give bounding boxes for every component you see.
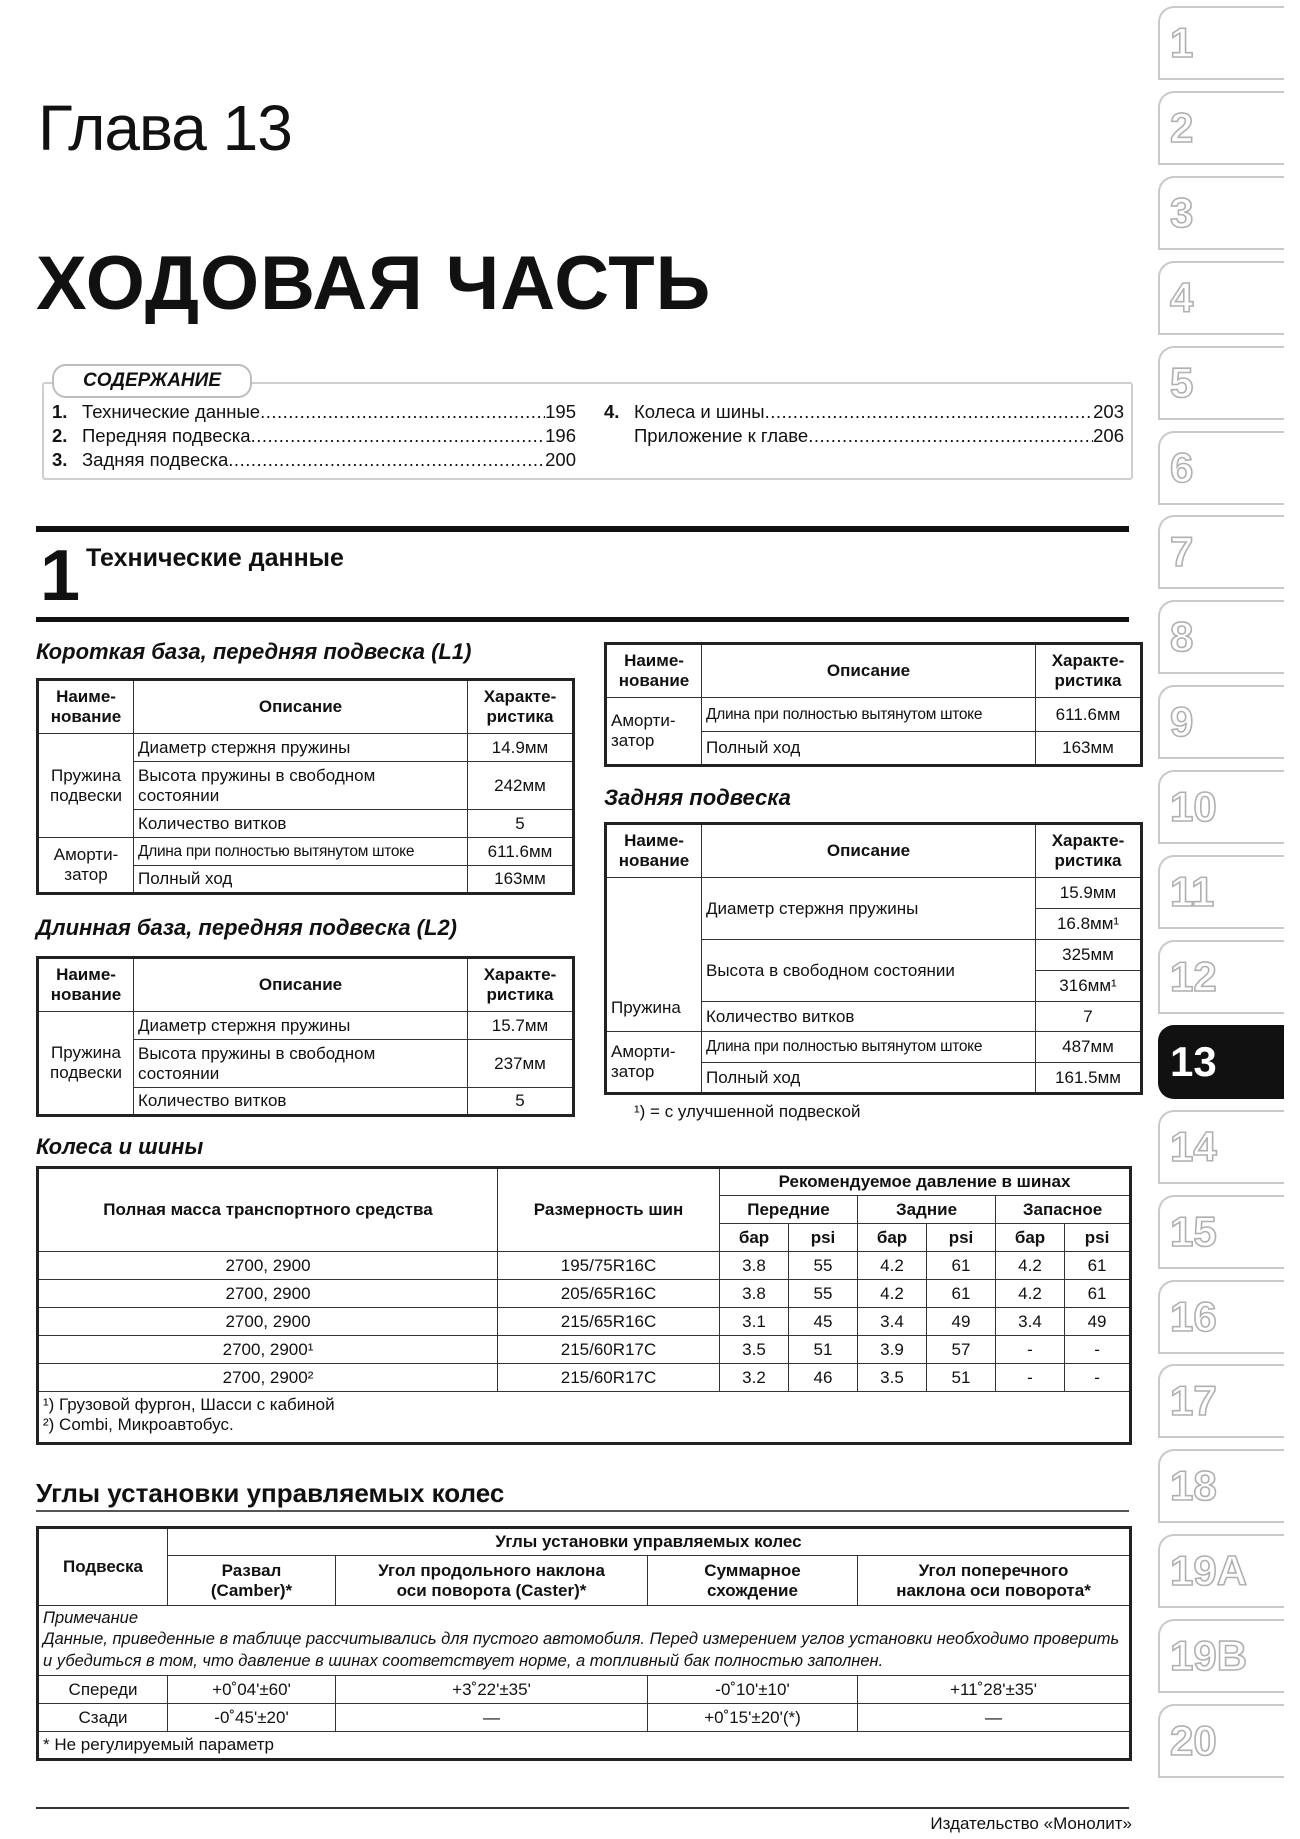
contents-item-num: 2.: [52, 425, 68, 446]
chapter-tab-label: 4: [1170, 273, 1194, 321]
chapter-label: Глава 13: [38, 92, 292, 164]
header-mass: Полная масса транспортного средства: [38, 1168, 498, 1252]
contents-item[interactable]: [52, 424, 576, 448]
value-cell: 3.9: [858, 1336, 927, 1364]
mass-cell: 2700, 2900¹: [38, 1336, 498, 1364]
chapter-tab-8[interactable]: [1158, 600, 1284, 674]
angles-note-text: Данные, приведенные в таблице рассчитывались для пустого автомобиля. Перед измерением углов установки необходимо проверить и убедиться в том, что давление в шинах соответствует норме, а топливный бак полностью заполнен.: [43, 1630, 1120, 1670]
value-cell: 4.2: [996, 1252, 1065, 1280]
value-cell: 163мм: [1036, 732, 1142, 766]
table-header-row: [38, 1528, 1131, 1556]
contents-item-num: [604, 424, 634, 448]
section-title: Технические данные: [86, 544, 344, 572]
angles-footnote: * Не регулируемый параметр: [38, 1732, 1131, 1760]
header-char: [1036, 644, 1142, 698]
wheels-table: [36, 1166, 1132, 1445]
header-bar: бар: [996, 1224, 1065, 1252]
contents-item-num: 3.: [52, 449, 68, 470]
header-suspension: Подвеска: [38, 1528, 168, 1606]
group-cell: Пружина: [606, 878, 702, 1032]
table-header-row: [606, 824, 1142, 878]
chapter-tab-label: 20: [1170, 1717, 1217, 1764]
contents-item[interactable]: [52, 448, 576, 472]
header-char: [468, 680, 574, 734]
table-header-row: [38, 958, 574, 1012]
value-cell: 3.8: [720, 1252, 789, 1280]
header-front: Передние: [720, 1196, 858, 1224]
table-header-row: [38, 1556, 1131, 1606]
table-row: [38, 1676, 1131, 1704]
desc-cell: Полный ход: [134, 866, 468, 894]
group-cell: Пружина подвески: [38, 1012, 134, 1116]
header-char-text: Характе- ристика: [483, 965, 557, 1004]
value-cell: 325мм: [1036, 940, 1142, 971]
chapter-tab-15[interactable]: [1158, 1195, 1284, 1269]
value-cell: 49: [1065, 1308, 1131, 1336]
wheels-title: Колеса и шины: [36, 1134, 204, 1159]
angles-note-title: Примечание: [43, 1609, 139, 1627]
value-cell: 4.2: [996, 1280, 1065, 1308]
desc-cell: Диаметр стержня пружины: [134, 734, 468, 762]
short-front-table: [36, 678, 575, 895]
table-row: [38, 1364, 1131, 1392]
header-desc: Описание: [134, 958, 468, 1012]
contents-item-page: 195: [545, 401, 576, 422]
contents-item[interactable]: [604, 424, 1124, 448]
table-row: [38, 838, 574, 866]
chapter-tab-14[interactable]: [1158, 1110, 1284, 1184]
desc-cell: Высота пружины в свободном состоянии: [134, 1040, 468, 1088]
value-cell: 5: [468, 1088, 574, 1116]
mass-cell: 2700, 2900: [38, 1252, 498, 1280]
note-cell: [38, 1392, 1131, 1444]
chapter-tab-label: 16: [1170, 1292, 1217, 1340]
header-desc: Описание: [134, 680, 468, 734]
header-name: [606, 824, 702, 878]
header-psi: psi: [927, 1224, 996, 1252]
value-cell: 45: [789, 1308, 858, 1336]
header-desc: Описание: [702, 824, 1036, 878]
contents-column-right: [604, 400, 1124, 448]
long-front-table: [36, 956, 575, 1117]
header-name: [606, 644, 702, 698]
table-note-row: [38, 1606, 1131, 1676]
angles-title: Углы установки управляемых колес: [36, 1478, 505, 1508]
value-cell: 4.2: [858, 1252, 927, 1280]
chapter-tab-label: 3: [1170, 188, 1194, 236]
header-name-text: Наиме- нование: [50, 687, 122, 726]
value-cell: 163мм: [468, 866, 574, 894]
chapter-tab-17[interactable]: [1158, 1364, 1284, 1438]
value-cell: 237мм: [468, 1040, 574, 1088]
chapter-tab-19b[interactable]: [1158, 1619, 1284, 1693]
table-row: [606, 698, 1142, 732]
toe-cell: +0˚15'±20'(*): [648, 1704, 858, 1732]
value-cell: -: [1065, 1336, 1131, 1364]
chapter-tab-2[interactable]: [1158, 91, 1284, 165]
chapter-tab-label: 19B: [1170, 1632, 1248, 1680]
desc-cell: Длина при полностью вытянутом штоке: [134, 838, 468, 866]
value-cell: -: [996, 1364, 1065, 1392]
desc-cell: Длина при полностью вытянутом штоке: [702, 1032, 1036, 1063]
value-cell: 61: [927, 1280, 996, 1308]
contents-column-left: [52, 400, 576, 472]
contents-item-num: 4.: [604, 401, 620, 422]
header-desc: Описание: [702, 644, 1036, 698]
header-char: [1036, 824, 1142, 878]
value-cell: 3.2: [720, 1364, 789, 1392]
header-angles: Углы установки управляемых колес: [168, 1528, 1131, 1556]
value-cell: 3.8: [720, 1280, 789, 1308]
header-char-text: Характе- ристика: [483, 687, 557, 726]
size-cell: 215/60R17C: [498, 1364, 720, 1392]
group-cell: Пружина подвески: [38, 734, 134, 838]
size-cell: 195/75R16C: [498, 1252, 720, 1280]
contents-item[interactable]: [604, 400, 1124, 424]
chapter-tab-label: 15: [1170, 1207, 1217, 1255]
chapter-tab-label: 8: [1170, 613, 1194, 661]
chapter-tab-13[interactable]: [1158, 1025, 1284, 1099]
value-cell: 4.2: [858, 1280, 927, 1308]
header-name-text: Наиме- нование: [618, 831, 690, 870]
value-cell: 7: [1036, 1002, 1142, 1032]
value-cell: 55: [789, 1252, 858, 1280]
table-row: [38, 1704, 1131, 1732]
value-cell: -: [996, 1336, 1065, 1364]
caster-cell: +3˚22'±35': [336, 1676, 648, 1704]
table-header-row: [38, 680, 574, 734]
contents-label: СОДЕРЖАНИЕ: [52, 364, 252, 398]
value-cell: 15.7мм: [468, 1012, 574, 1040]
header-size: Размерность шин: [498, 1168, 720, 1252]
value-cell: 57: [927, 1336, 996, 1364]
short-front-title: Короткая база, передняя подвеска (L1): [36, 639, 472, 664]
table-note-row: [38, 1732, 1131, 1760]
desc-cell: Диаметр стержня пружины: [702, 878, 1036, 940]
chapter-tab-19a[interactable]: [1158, 1534, 1284, 1608]
desc-cell: Длина при полностью вытянутом штоке: [702, 698, 1036, 732]
long-shock-table: [604, 642, 1143, 767]
value-cell: 61: [1065, 1252, 1131, 1280]
chapter-tab-18[interactable]: [1158, 1449, 1284, 1523]
header-name-text: Наиме- нование: [618, 651, 690, 690]
section-number: 1: [40, 536, 81, 616]
contents-item-num: 1.: [52, 401, 68, 422]
table-header-row: [606, 644, 1142, 698]
header-spare: Запасное: [996, 1196, 1131, 1224]
chapter-tab-7[interactable]: [1158, 515, 1284, 589]
value-cell: 161.5мм: [1036, 1063, 1142, 1094]
value-cell: 51: [789, 1336, 858, 1364]
header-kpi: Угол поперечного наклона оси поворота*: [858, 1556, 1131, 1606]
value-cell: 611.6мм: [468, 838, 574, 866]
section-rule-bottom: [36, 617, 1129, 622]
footer-rule: [36, 1807, 1129, 1809]
desc-cell: Полный ход: [702, 1063, 1036, 1094]
chapter-tab-label: 9: [1170, 698, 1194, 746]
size-cell: 215/65R16C: [498, 1308, 720, 1336]
header-rear: Задние: [858, 1196, 996, 1224]
header-name-text: Наиме- нование: [50, 965, 122, 1004]
contents-item[interactable]: [52, 400, 576, 424]
header-caster: Угол продольного наклона оси поворота (Caster)*: [336, 1556, 648, 1606]
kpi-cell: —: [858, 1704, 1131, 1732]
contents-item-page: 203: [1093, 401, 1124, 422]
contents-item-label: Задняя подвеска: [82, 449, 229, 470]
table-row: [38, 1280, 1131, 1308]
value-cell: 3.4: [996, 1308, 1065, 1336]
header-char-text: Характе- ристика: [1051, 651, 1125, 690]
chapter-tab-9[interactable]: [1158, 685, 1284, 759]
camber-cell: -0˚45'±20': [168, 1704, 336, 1732]
kpi-cell: +11˚28'±35': [858, 1676, 1131, 1704]
table-note-row: [38, 1392, 1131, 1444]
long-front-title: Длинная база, передняя подвеска (L2): [36, 915, 458, 940]
value-cell: 61: [1065, 1280, 1131, 1308]
header-psi: psi: [789, 1224, 858, 1252]
toe-cell: -0˚10'±10': [648, 1676, 858, 1704]
header-psi: psi: [1065, 1224, 1131, 1252]
chapter-tab-label: 11: [1170, 868, 1215, 915]
value-cell: 3.1: [720, 1308, 789, 1336]
header-char-text: Характе- ристика: [1051, 831, 1125, 870]
section-rule-top: [36, 526, 1129, 532]
contents-item-label: Приложение к главе: [634, 425, 809, 446]
suspension-cell: Спереди: [38, 1676, 168, 1704]
desc-cell: Полный ход: [702, 732, 1036, 766]
value-cell: 15.9мм: [1036, 878, 1142, 909]
group-cell: Аморти- затор: [606, 1032, 702, 1094]
mass-cell: 2700, 2900²: [38, 1364, 498, 1392]
mass-cell: 2700, 2900: [38, 1308, 498, 1336]
wheels-note-1: ¹) Грузовой фургон, Шасси с кабиной: [43, 1395, 335, 1414]
value-cell: 49: [927, 1308, 996, 1336]
rear-title: Задняя подвеска: [604, 785, 791, 810]
value-cell: 14.9мм: [468, 734, 574, 762]
angles-table: [36, 1526, 1132, 1761]
contents-item-label: Колеса и шины: [634, 401, 765, 422]
value-cell: 16.8мм¹: [1036, 909, 1142, 940]
table-row: [38, 1308, 1131, 1336]
chapter-tab-label: 6: [1170, 443, 1194, 491]
chapter-tab-label: 5: [1170, 358, 1194, 406]
chapter-tab-11[interactable]: [1158, 855, 1284, 929]
chapter-tab-6[interactable]: [1158, 431, 1284, 505]
table-row: [38, 1336, 1131, 1364]
contents-item-page: 200: [545, 449, 576, 470]
table-header-row: [38, 1168, 1131, 1196]
chapter-tab-16[interactable]: [1158, 1280, 1284, 1354]
value-cell: -: [1065, 1364, 1131, 1392]
value-cell: 487мм: [1036, 1032, 1142, 1063]
chapter-tab-label: 14: [1170, 1122, 1217, 1170]
chapter-tab-label: 7: [1170, 528, 1194, 576]
chapter-tab-label: 17: [1170, 1377, 1217, 1425]
table-row: [38, 734, 574, 762]
header-pressure: Рекомендуемое давление в шинах: [720, 1168, 1131, 1196]
desc-cell: Количество витков: [134, 1088, 468, 1116]
value-cell: 51: [927, 1364, 996, 1392]
group-cell: Аморти- затор: [606, 698, 702, 766]
header-bar: бар: [858, 1224, 927, 1252]
table-row: [606, 878, 1142, 909]
value-cell: 3.5: [858, 1364, 927, 1392]
desc-cell: Количество витков: [702, 1002, 1036, 1032]
desc-cell: Высота пружины в свободном состоянии: [134, 762, 468, 810]
note-cell: [38, 1606, 1131, 1676]
rear-table: [604, 822, 1143, 1095]
chapter-tab-label: 2: [1170, 103, 1194, 151]
header-camber: Развал (Camber)*: [168, 1556, 336, 1606]
header-bar: бар: [720, 1224, 789, 1252]
rear-footnote: ¹) = с улучшенной подвеской: [634, 1102, 861, 1121]
value-cell: 61: [927, 1252, 996, 1280]
group-cell: Аморти- затор: [38, 838, 134, 894]
publisher: Издательство «Монолит»: [930, 1814, 1132, 1833]
value-cell: 242мм: [468, 762, 574, 810]
header-name: [38, 680, 134, 734]
contents-item-label: Передняя подвеска: [82, 425, 251, 446]
chapter-tab-label: 10: [1170, 783, 1217, 831]
value-cell: 3.4: [858, 1308, 927, 1336]
contents-item-label: Технические данные: [82, 401, 261, 422]
header-char: [468, 958, 574, 1012]
chapter-title: ХОДОВАЯ ЧАСТЬ: [36, 241, 712, 326]
mass-cell: 2700, 2900: [38, 1280, 498, 1308]
value-cell: 46: [789, 1364, 858, 1392]
chapter-tab-20[interactable]: [1158, 1704, 1284, 1778]
header-toe: Суммарное схождение: [648, 1556, 858, 1606]
table-row: [38, 1252, 1131, 1280]
desc-cell: Количество витков: [134, 810, 468, 838]
size-cell: 205/65R16C: [498, 1280, 720, 1308]
size-cell: 215/60R17C: [498, 1336, 720, 1364]
chapter-tab-label: 19A: [1170, 1547, 1248, 1595]
contents-item-page: 196: [545, 425, 576, 446]
chapter-tab-4[interactable]: [1158, 261, 1284, 335]
table-row: [606, 1032, 1142, 1063]
camber-cell: +0˚04'±60': [168, 1676, 336, 1704]
value-cell: 316мм¹: [1036, 971, 1142, 1002]
chapter-tab-label: 13: [1170, 1037, 1217, 1085]
chapter-tab-label: 12: [1170, 952, 1217, 1000]
chapter-tab-1[interactable]: [1158, 6, 1284, 80]
value-cell: 5: [468, 810, 574, 838]
contents-item-page: 206: [1093, 425, 1124, 446]
chapter-tab-5[interactable]: [1158, 346, 1284, 420]
chapter-tab-label: 18: [1170, 1462, 1217, 1510]
angles-rule: [36, 1510, 1129, 1512]
desc-cell: Диаметр стержня пружины: [134, 1012, 468, 1040]
desc-cell: Высота в свободном состоянии: [702, 940, 1036, 1002]
chapter-tab-3[interactable]: [1158, 176, 1284, 250]
table-row: [38, 1012, 574, 1040]
value-cell: 3.5: [720, 1336, 789, 1364]
chapter-tab-label: 1: [1170, 19, 1194, 66]
value-cell: 611.6мм: [1036, 698, 1142, 732]
wheels-note-2: ²) Combi, Микроавтобус.: [43, 1415, 234, 1434]
caster-cell: —: [336, 1704, 648, 1732]
value-cell: 55: [789, 1280, 858, 1308]
chapter-tab-12[interactable]: [1158, 940, 1284, 1014]
suspension-cell: Сзади: [38, 1704, 168, 1732]
header-name: [38, 958, 134, 1012]
chapter-tab-10[interactable]: [1158, 770, 1284, 844]
